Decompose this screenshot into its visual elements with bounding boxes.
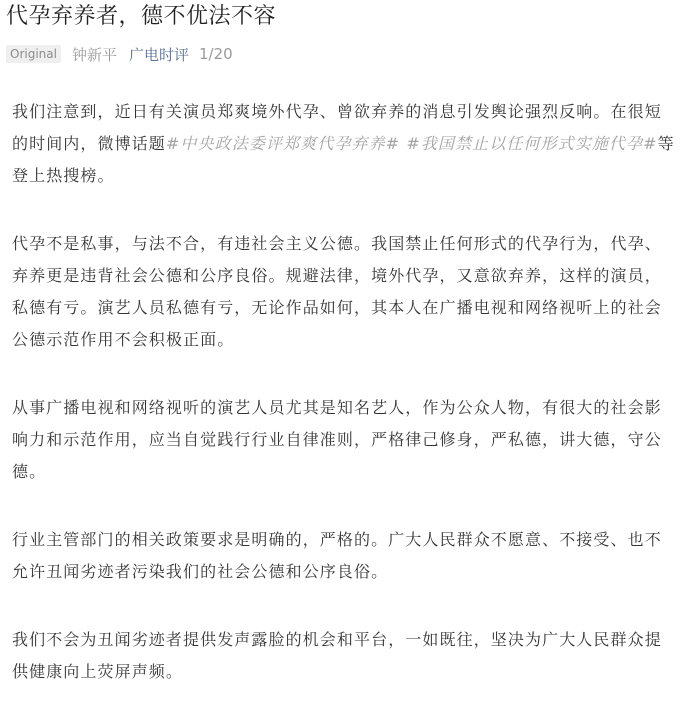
paragraph bbox=[12, 524, 676, 588]
article-body bbox=[12, 96, 676, 724]
hashtag-link[interactable]: #我国禁止以任何形式实施代孕# bbox=[406, 134, 658, 153]
paragraph-text: 我们注意到，近日有关演员郑爽境外代孕、曾欲弃养的消息引发舆论强烈反响。在很短的时间内，微博话题 bbox=[12, 102, 662, 153]
paragraph bbox=[12, 228, 676, 356]
paragraph bbox=[12, 624, 676, 688]
paragraph-text: 等登上热搜榜。 bbox=[12, 134, 675, 185]
original-badge: Original bbox=[6, 45, 61, 63]
paragraph-text: 代孕不是私事，与法不合，有违社会主义公德。我国禁止任何形式的代孕行为，代孕、弃养更是违背社会公德和公序良俗。规避法律，境外代孕，又意欲弃养，这样的演员，私德有亏。演艺人员私德有亏，无论作品如何，其本人在广播电视和网络视听上的社会公德示范作用不会积极正面。 bbox=[12, 234, 662, 349]
account-link[interactable]: 广电时评 bbox=[128, 45, 189, 64]
paragraph-text: 从事广播电视和网络视听的演艺人员尤其是知名艺人，作为公众人物，有很大的社会影响力和示范作用，应当自觉践行行业自律准则，严格律己修身，严私德，讲大德，守公德。 bbox=[12, 398, 662, 481]
paragraph-text: 行业主管部门的相关政策要求是明确的，严格的。广大人民群众不愿意、不接受、也不允许丑闻劣迹者污染我们的社会公德和公序良俗。 bbox=[12, 530, 662, 581]
article-meta bbox=[6, 43, 233, 65]
author-name: 钟新平 bbox=[71, 45, 117, 64]
hashtag-link[interactable]: #中央政法委评郑爽代孕弃养# bbox=[165, 134, 401, 153]
article-title: 代孕弃养者，德不优法不容 bbox=[6, 4, 277, 29]
paragraph bbox=[12, 392, 676, 488]
page-indicator: 1/20 bbox=[199, 45, 233, 63]
paragraph-text: 我们不会为丑闻劣迹者提供发声露脸的机会和平台，一如既往，坚决为广大人民群众提供健康向上荧屏声频。 bbox=[12, 630, 662, 681]
paragraph bbox=[12, 96, 676, 192]
